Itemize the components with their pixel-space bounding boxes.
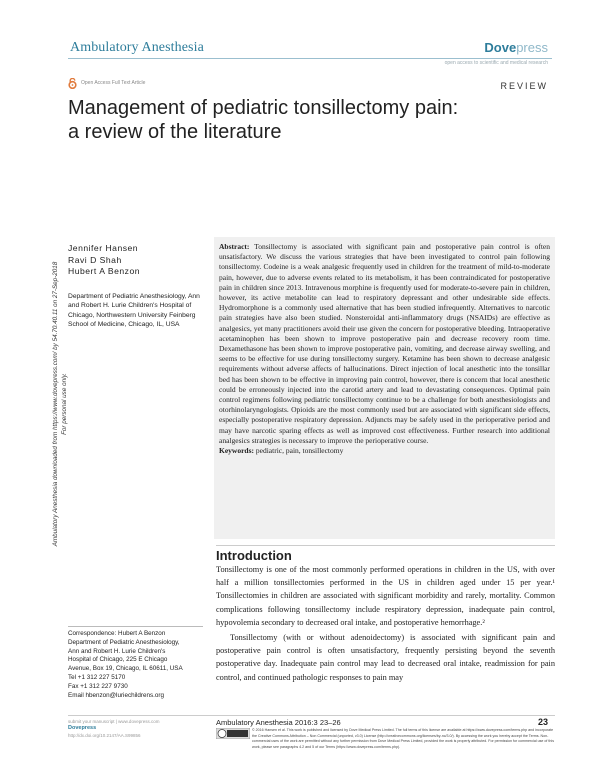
section-rule [216,545,555,546]
correspondence-line: Ann and Robert H. Lurie Children's [68,647,166,655]
article-title [68,96,538,144]
abstract-text: Tonsillectomy is associated with significant pain and postoperative pain control is often unsatisfactory. We discuss the various strategies that have been investigated to control pain following tonsillectomy. Codeine is a weak analgesic frequently used in children for the treatment of mild-to-moderate pain, however, due to adverse events related to its metabolism, it has been contraindicated for postoperative pain in children since 2013. Intravenous morphine is frequently used for moderate-to-severe pain in children, however, its active metabolite can lead to respiratory depressant and other undesirable side effects. Hydromorphone is a commonly used alternative that has been studied infrequently. Alternatives to narcotic pain strategies have also been studied. Nonsteroidal anti-inflammatory drugs (NSAIDs) are effective as analgesics, yet many practitioners avoid their use given the concern for postoperative bleeding. Intraoperative acetaminophen has been shown to improve postoperative pain and decrease recovery room time. Dexamethasone has been shown to improve postoperative pain, vomiting, and decrease airway swelling, and seems to be effective for use during tonsillectomy surgery. Ketamine has been shown to decrease analgesic requirements without adverse affects of hallucinations. Direct injection of local anesthetic into the tonsillar bed has been shown to be effective in improving pain control, however, there is concern that local anesthetic could be erroneously injected into the carotid artery and lead to devastating consequences. Optimal pain control regimens following pediatric tonsillectomy continue to be a challenge for both anesthesiologists and otorhinolaryngologists. Opioids are the most commonly used but are associated with significant side effects, especially postoperative respiratory depression. Adjuncts may be safely used in the perioperative period and may have narcotic sparing effects as well as improved cost effectiveness. Further research into additional analgesics strategies is necessary to improve the perioperative course. [219,242,550,445]
open-access-icon [68,78,77,89]
journal-citation: Ambulatory Anesthesia 2016:3 23–26 [216,718,341,727]
footer-dovepress: Dovepress [68,725,97,731]
correspondence-rule [68,626,203,627]
download-watermark [51,254,69,554]
author-list [68,243,140,278]
page-number: 23 [537,717,548,727]
article-type: REVIEW [500,81,548,91]
publisher-logo [484,40,548,55]
correspondence-line: Department of Pediatric Anesthesiology, [68,638,180,646]
correspondence-line: Hospital of Chicago, 225 E Chicago [68,656,168,664]
correspondence-line: Avenue, Box 19, Chicago, IL 60611, USA [68,665,183,673]
submit-link[interactable]: submit your manuscript | www.dovepress.com [68,719,160,724]
author-name: Ravi D Shah [68,254,122,265]
section-heading: Introduction [216,548,292,563]
body-text [216,563,555,684]
publisher-tagline: open access to scientific and medical research [444,60,548,66]
abstract-label: Abstract: [219,242,250,251]
correspondence-line: Fax +1 312 227 9730 [68,682,128,690]
personal-use-note: For personal use only. [61,373,68,435]
footer-publisher [68,718,208,739]
article-title-line-1: Management of pediatric tonsillectomy pain: [68,97,459,119]
correspondence-email[interactable]: Email hbenzon@luriechildrens.org [68,691,164,699]
publisher-logo-dove: Dove [484,40,517,55]
paragraph: Tonsillectomy (with or without adenoidectomy) is associated with significant pain and postoperative pain control is often unsatisfactory, frequently persisting beyond the seventh postoperative day. Inadequate pain control may lead to decreased oral intake, readmission for pain control, and continued pathologic responses to pain may [216,633,555,682]
publisher-logo-press: press [516,40,548,55]
header-rule [68,58,552,59]
open-access-label: Open Access Full Text Article [81,80,146,86]
keywords-label: Keywords: [219,446,254,456]
journal-name: Ambulatory Anesthesia [70,40,204,55]
keywords-text: pediatric, pain, tonsillectomy [255,446,344,456]
abstract [219,242,550,456]
correspondence-block [68,630,208,700]
correspondence-line: Tel +1 312 227 5170 [68,673,126,681]
author-name: Hubert A Benzon [68,266,140,276]
footer-rule [68,715,555,716]
author-name: Jennifer Hansen [68,243,139,253]
license-text: © 2016 Hansen et al. This work is published and licensed by Dove Medical Press Limited. The full terms of this license are available at https://www.dovepress.com/terms.php and incorporate the Creative Commons Attribution – Non Commercial (unported, v3.0) License (http://creativecommons.org/licenses/by-nc/3.0/). By accessing the work you hereby accept the Terms. Non-commercial uses of the work are permitted without any further permission from Dove Medical Press Limited, provided the work is properly attributed. For permission for commercial use of this work, please see paragraphs 4.2 and 5 of our Terms (https://www.dovepress.com/terms.php). [252,728,554,749]
paragraph: Tonsillectomy is one of the most commonly performed operations in children in the US, with over half a million tonsillectomies performed in the US in children aged under 15 per year.¹ Tonsillectomies in children are associated with significant morbidity and rarely, mortality. Common complications following tonsillectomy include respiratory depression, inadequate pain control, hypovolemia secondary to decreased oral intake, and postoperative hemorrhage.² [216,565,555,627]
author-affiliation: Department of Pediatric Anesthesiology, Ann and Robert H. Lurie Children's Hospital of Chicago, Northwestern University Feinberg School of Medicine, Chicago, IL, USA [68,293,200,328]
creative-commons-icon [216,728,250,739]
correspondence-line: Correspondence: Hubert A Benzon [68,630,166,637]
download-note: Ambulatory Anesthesia downloaded from https://www.dovepress.com/ by 54.70.40.11 on 27-Sep-2018 [52,261,59,547]
doi-link[interactable]: http://dx.doi.org/10.2147/AA.S99856 [68,733,141,738]
article-title-line-2: a review of the literature [68,121,282,143]
